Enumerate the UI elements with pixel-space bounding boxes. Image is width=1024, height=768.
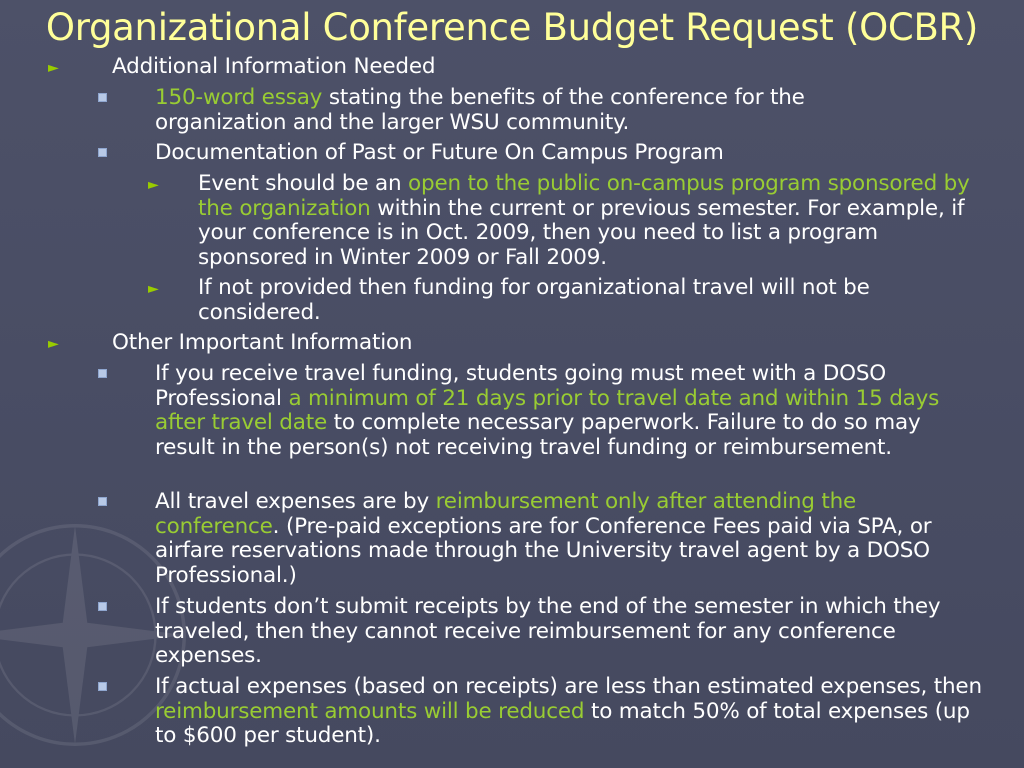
triangle-bullet-icon: ►	[148, 281, 159, 297]
list-item	[155, 595, 955, 669]
item-text: Documentation of Past or Future On Campus Program	[155, 140, 724, 165]
highlighted-text: a minimum of 21 days prior to travel date and within 15 days after travel date	[155, 385, 940, 435]
triangle-bullet-icon: ►	[148, 177, 159, 193]
item-text: If you receive travel funding, students going must meet with a DOSO Professional	[155, 361, 886, 411]
list-item	[155, 675, 995, 749]
item-text: to complete necessary paperwork. Failure to do so may result in the person(s) not receiving travel funding or reimbursement.	[155, 410, 921, 460]
item-text: to match 50% of total expenses (up to $600 per student).	[155, 698, 970, 748]
square-bullet-icon	[98, 682, 107, 691]
item-text: Event should be an	[198, 171, 409, 196]
square-bullet-icon	[98, 369, 107, 378]
list-item	[155, 86, 875, 135]
list-item	[155, 490, 970, 588]
list-item	[198, 172, 978, 270]
highlighted-text: open to the public on-campus program sponsored by the organization	[198, 171, 970, 221]
section-heading: Other Important Information	[112, 330, 413, 355]
triangle-bullet-icon: ►	[48, 60, 59, 76]
highlighted-text: 150-word essay	[155, 85, 323, 110]
square-bullet-icon	[98, 93, 107, 102]
square-bullet-icon	[98, 148, 107, 157]
list-item	[155, 362, 960, 460]
item-text: stating the benefits of the conference for the organization and the larger WSU community.	[155, 85, 805, 135]
list-item	[155, 141, 975, 166]
item-text: . (Pre-paid exceptions are for Conference Fees paid via SPA, or airfare reservations made through the University travel agent by a DOSO Professional.)	[155, 513, 932, 588]
highlighted-text: reimbursement amounts will be reduced	[155, 698, 585, 724]
slide-title: Organizational Conference Budget Request (OCBR)	[45, 6, 979, 49]
item-text: If students don’t submit receipts by the end of the semester in which they traveled, then they cannot receive reimbursement for any conference expenses.	[155, 594, 941, 668]
triangle-bullet-icon: ►	[48, 336, 59, 352]
section-heading: Additional Information Needed	[112, 54, 436, 79]
list-item	[198, 276, 938, 325]
item-text: within the current or previous semester. For example, if your conference is in Oct. 2009, then you need to list a program sponsored in Winter 2009 or Fall 2009.	[198, 195, 965, 270]
square-bullet-icon	[98, 602, 107, 611]
item-text: If not provided then funding for organizational travel will not be considered.	[198, 275, 870, 325]
square-bullet-icon	[98, 497, 107, 506]
item-text: If actual expenses (based on receipts) are less than estimated expenses, then	[155, 674, 982, 699]
highlighted-text: reimbursement only after attending the conference	[155, 489, 857, 539]
item-text: All travel expenses are by	[155, 489, 436, 514]
